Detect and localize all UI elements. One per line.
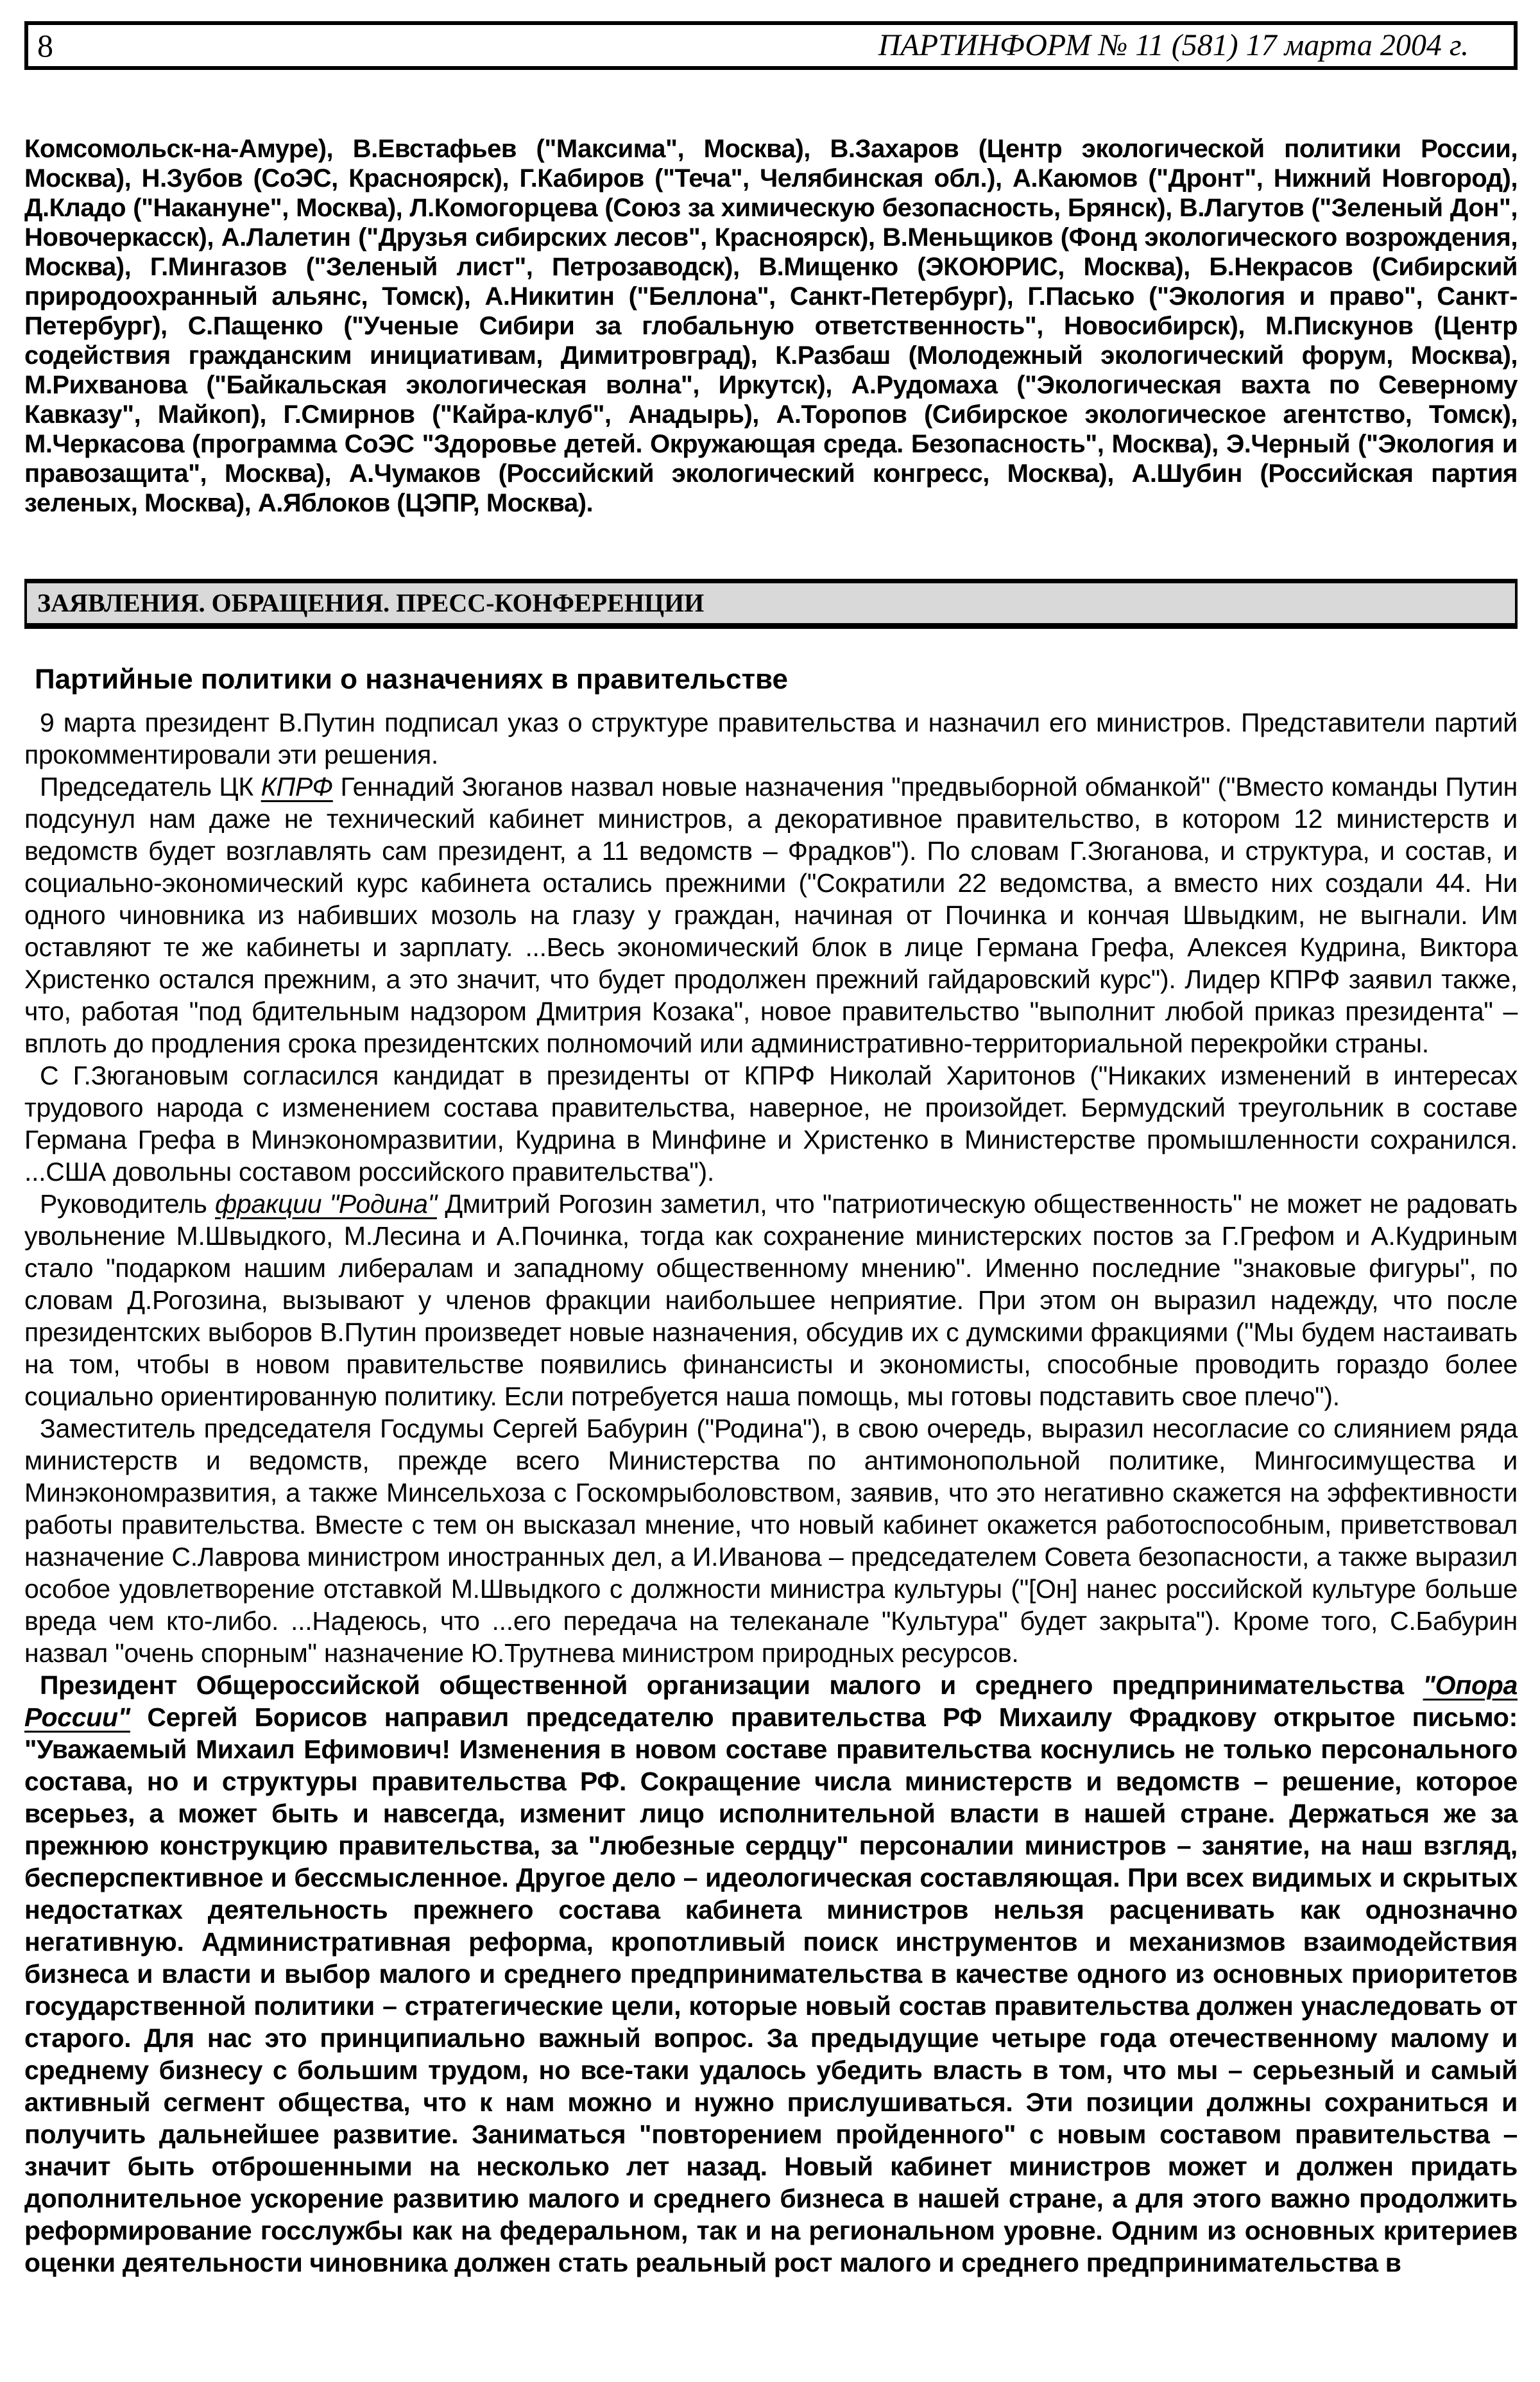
signatories-continuation-paragraph: Комсомольск-на-Амуре), В.Евстафьев ("Максима", Москва), В.Захаров (Центр экологической политики России, Москва), Н.Зубов (СоЭС, Красноярск), Г.Кабиров ("Теча", Челябинская обл.), А.Каюмов ("Дронт", Нижний Новгород), Д.Кладо ("Накануне", Москва), Л.Комогорцева (Союз за химическую безопасность, Брянск), В.Лагутов ("Зеленый Дон", Новочеркасск), А.Лалетин ("Друзья сибирских лесов", Красноярск), В.Меньщиков (Фонд экологического возрождения, Москва), Г.Мингазов ("Зеленый лист", Петрозаводск), В.Мищенко (ЭКОЮРИС, Москва), Б.Некрасов (Сибирский природоохранный альянс, Томск), А.Никитин ("Беллона", Санкт-Петербург), Г.Пасько ("Экология и право", Санкт-Петербург), С.Пащенко ("Ученые Сибири за глобальную ответственность", Новосибирск), М.Пискунов (Центр содействия гражданским инициативам, Димитровград), К.Разбаш (Молодежный экологический форум, Москва), М.Рихванова ("Байкальская экологическая волна", Иркутск), А.Рудомаха ("Экологическая вахта по Северному Кавказу", Майкоп), Г.Смирнов ("Кайра-клуб", Анадырь), А.Торопов (Сибирское экологическое агентство, Томск), М.Черкасова (программа СоЭС "Здоровье детей. Окружающая среда. Безопасность", Москва), Э.Черный ("Экология и правозащита", Москва), А.Чумаков (Российский экологический конгресс, Москва), А.Шубин (Российская партия зеленых, Москва), А.Яблоков (ЦЭПР, Москва).: [24, 135, 1518, 517]
newsletter-title: ПАРТИНФОРМ № 11 (581) 17 марта 2004 г.: [878, 28, 1469, 62]
page-header: [24, 21, 1518, 70]
section-title: ЗАЯВЛЕНИЯ. ОБРАЩЕНИЯ. ПРЕСС-КОНФЕРЕНЦИИ: [37, 588, 705, 617]
paragraph-text: Геннадий Зюганов назвал новые назначения "предвыборной обманкой" ("Вместо команды Путин подсунул нам даже не технический кабинет министров, а декоративное правительство, в котором 12 министерств и ведомств будет возглавлять сам президент, а 11 ведомств – Фрадков"). По словам Г.Зюганова, и структура, и состав, и социально-экономический курс кабинета остались прежними ("Сократили 22 ведомства, а вместо них создали 44. Ни одного чиновника из набивших мозоль на глазу у граждан, начиная от Починка и кончая Швыдким, не выгнали. Им оставляют те же кабинеты и зарплату. ...Весь экономический блок в лице Германа Грефа, Алексея Кудрина, Виктора Христенко остался прежним, а это значит, что будет продолжен прежний гайдаровский курс"). Лидер КПРФ заявил также, что, работая "под бдительным надзором Дмитрия Козака", новое правительство "выполнит любой приказ президента" – вплоть до продления срока президентских полномочий или административно-территориальной перекройки страны.: [24, 772, 1518, 1059]
article-body: [24, 707, 1518, 2279]
article-paragraph: [24, 1412, 1518, 1669]
article-paragraph: [24, 707, 1518, 771]
article-title: Партийные политики о назначениях в правительстве: [35, 664, 788, 695]
article-paragraph: [24, 1669, 1518, 2279]
section-banner: [24, 579, 1518, 629]
article-paragraph: [24, 1059, 1518, 1188]
emphasized-term: "Опора России": [24, 1670, 1518, 1733]
emphasized-term: фракции "Родина": [215, 1189, 437, 1219]
paragraph-text: 9 марта президент В.Путин подписал указ о структуре правительства и назначил его министров. Представители партий прокомментировали эти решения.: [24, 708, 1518, 770]
paragraph-text: Руководитель: [40, 1189, 216, 1219]
paragraph-text: Президент Общероссийской общественной организации малого и среднего предпринимательства: [40, 1670, 1423, 1701]
paragraph-text: Сергей Борисов направил председателю правительства РФ Михаилу Фрадкову открытое письмо: "Уважаемый Михаил Ефимович! Изменения в новом составе правительства коснулись не только персонального состава, но и структуры правительства РФ. Сокращение числа министерств и ведомств – решение, которое всерьез, а может быть и навсегда, изменит лицо исполнительной власти в нашей стране. Держаться же за прежнюю конструкцию правительства, за "любезные сердцу" персоналии министров – занятие, на наш взгляд, бесперспективное и бессмысленное. Другое дело – идеологическая составляющая. При всех видимых и скрытых недостатках деятельность прежнего состава кабинета министров нельзя расценивать как однозначно негативную. Административная реформа, кропотливый поиск инструментов и механизмов взаимодействия бизнеса и власти и выбор малого и среднего предпринимательства в качестве одного из основных приоритетов государственной политики – стратегические цели, которые новый состав правительства должен унаследовать от старого. Для нас это принципиально важный вопрос. За предыдущие четыре года отечественному малому и среднему бизнесу с большим трудом, но все-таки удалось убедить власть в том, что мы – серьезный и самый активный сегмент общества, что к нам можно и нужно прислушиваться. Эти позиции должны сохраниться и получить дальнейшее развитие. Заниматься "повторением пройденного" с новым составом правительства – значит быть отброшенными на несколько лет назад. Новый кабинет министров может и должен придать дополнительное ускорение развитию малого и среднего бизнеса в нашей стране, а для этого важно продолжить реформирование госслужбы как на федеральном, так и на региональном уровне. Одним из основных критериев оценки деятельности чиновника должен стать реальный рост малого и среднего предпринимательства в: [24, 1702, 1518, 2278]
page-number: 8: [37, 28, 53, 64]
article-paragraph: [24, 1188, 1518, 1412]
paragraph-text: С Г.Зюгановым согласился кандидат в президенты от КПРФ Николай Харитонов ("Никаких изменений в интересах трудового народа с изменением состава правительства, наверное, не произойдет. Бермудский треугольник в составе Германа Грефа в Минэкономразвитии, Кудрина в Минфине и Христенко в Министерстве промышленности сохранился. ...США довольны составом российского правительства").: [24, 1061, 1518, 1187]
paragraph-text: Председатель ЦК: [40, 772, 261, 802]
article-paragraph: [24, 771, 1518, 1059]
paragraph-text: Дмитрий Рогозин заметил, что "патриотическую общественность" не может не радовать увольнение М.Швыдкого, М.Лесина и А.Починка, тогда как сохранение министерских постов за Г.Грефом и А.Кудриным стало "подарком нашим либералам и западному общественному мнению". Именно последние "знаковые фигуры", по словам Д.Рогозина, вызывают у членов фракции наибольшее неприятие. При этом он выразил надежду, что после президентских выборов В.Путин произведет новые назначения, обсудив их с думскими фракциями ("Мы будем настаивать на том, чтобы в новом правительстве появились финансисты и экономисты, способные проводить гораздо более социально ориентированную политику. Если потребуется наша помощь, мы готовы подставить свое плечо").: [24, 1189, 1518, 1412]
paragraph-text: Заместитель председателя Госдумы Сергей Бабурин ("Родина"), в свою очередь, выразил несогласие со слиянием ряда министерств и ведомств, прежде всего Министерства по антимонопольной политике, Мингосимущества и Минэкономразвития, а также Минсельхоза с Госкомрыболовством, заявив, что это негативно скажется на эффективности работы правительства. Вместе с тем он высказал мнение, что новый кабинет окажется работоспособным, приветствовал назначение С.Лаврова министром иностранных дел, а И.Иванова – председателем Совета безопасности, а также выразил особое удовлетворение отставкой М.Швыдкого с должности министра культуры ("[Он] нанес российской культуре больше вреда чем кто-либо. ...Надеюсь, что ...его передача на телеканале "Культура" будет закрыта"). Кроме того, С.Бабурин назвал "очень спорным" назначение Ю.Трутнева министром природных ресурсов.: [24, 1414, 1518, 1668]
emphasized-term: КПРФ: [261, 772, 333, 802]
